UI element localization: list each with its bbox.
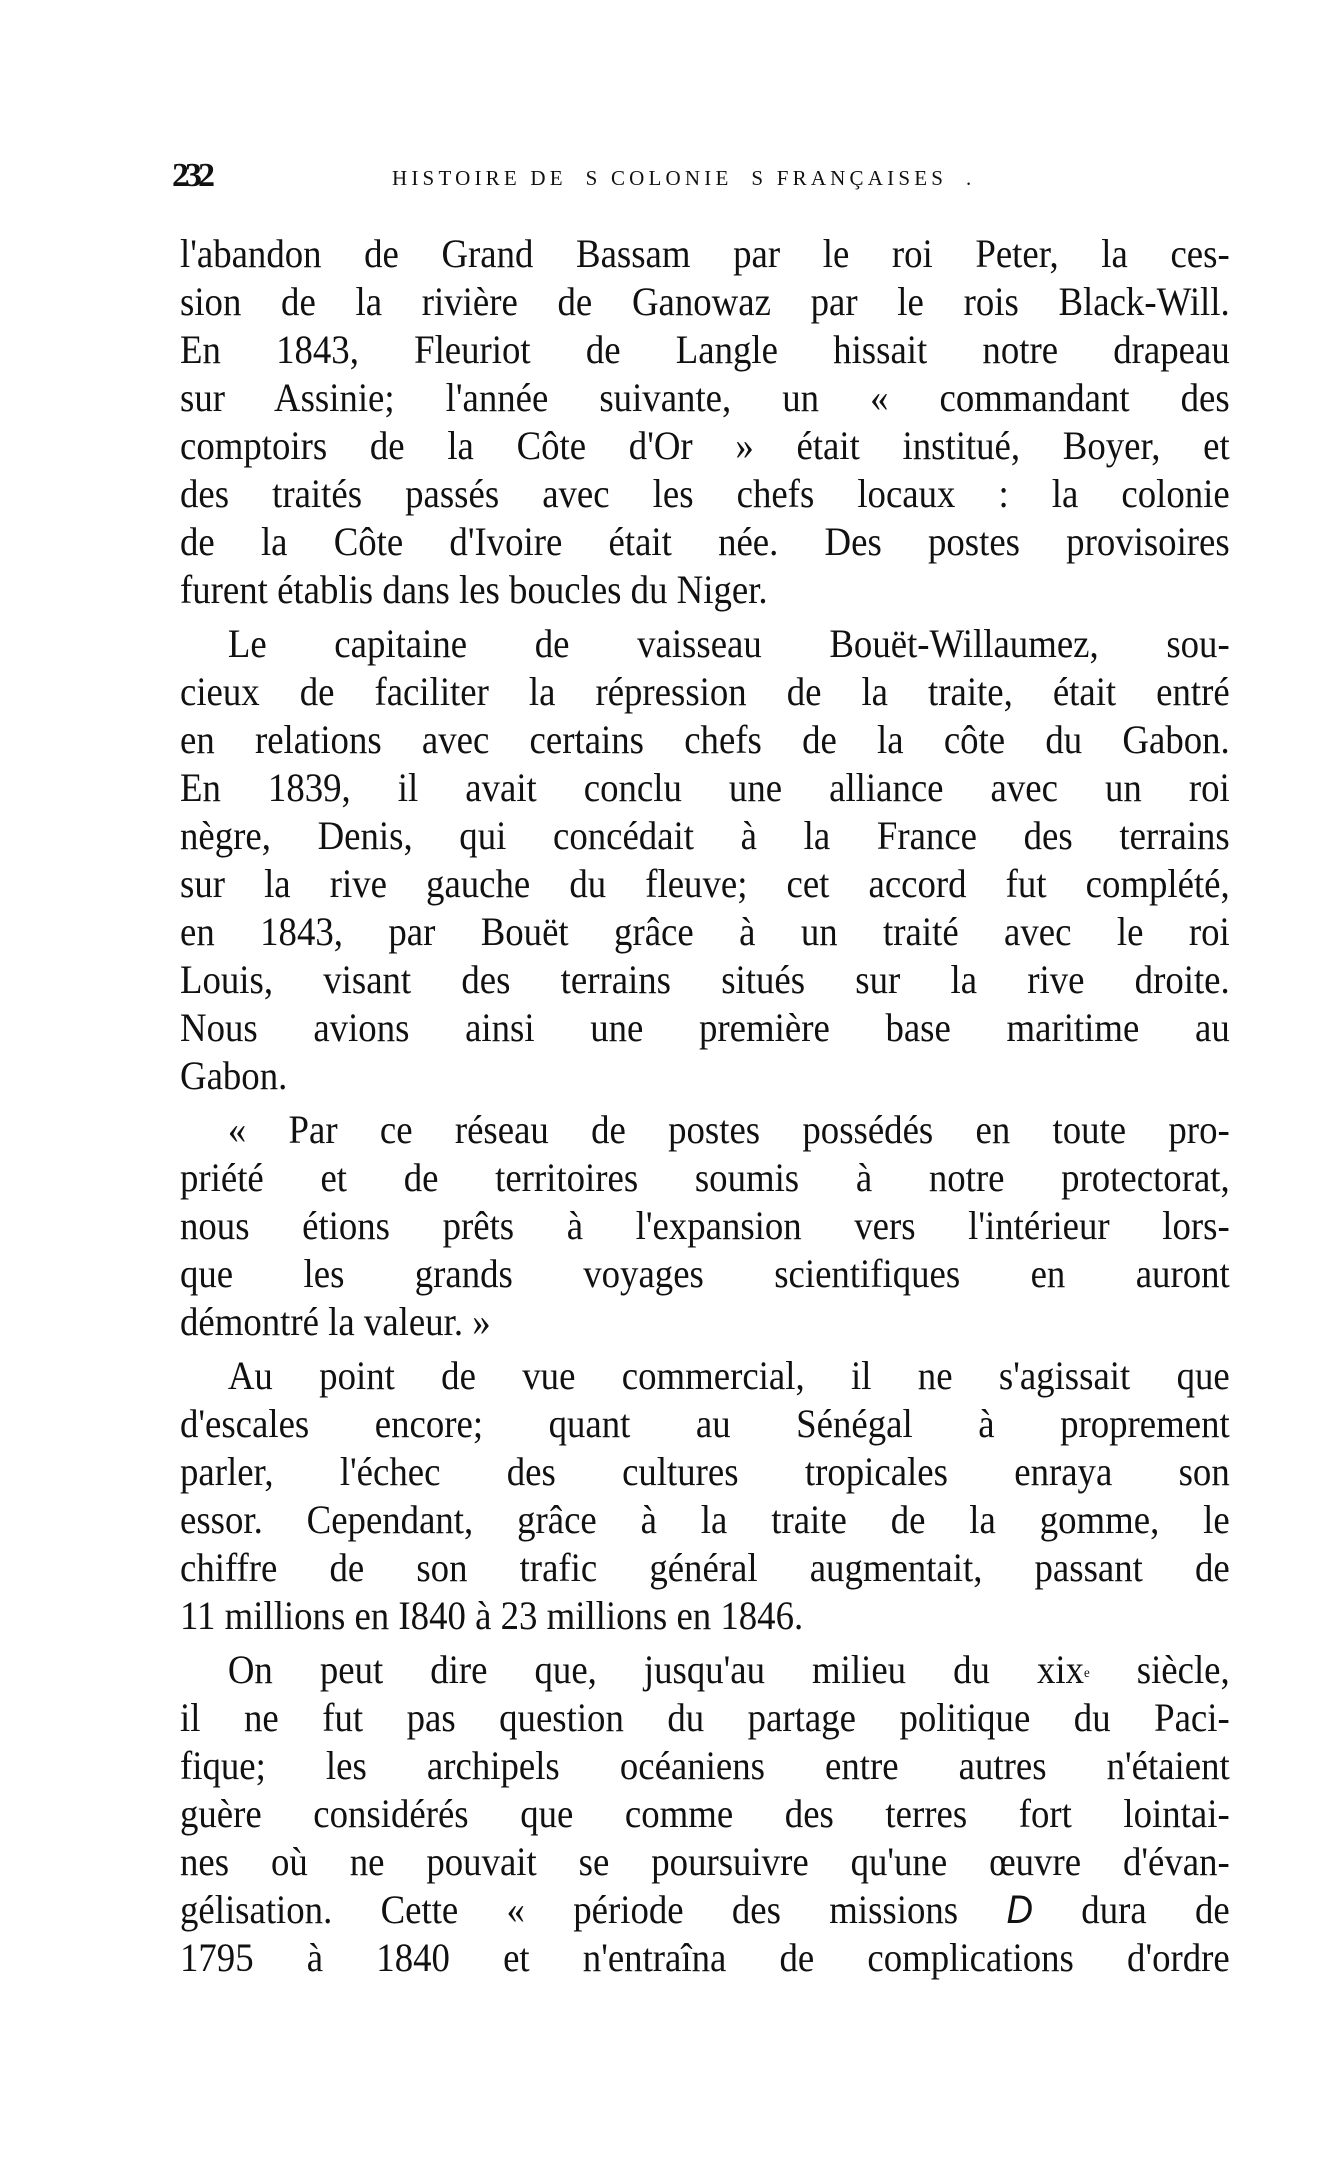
line-text: gélisation. Cette « période des missions: [180, 1887, 959, 1932]
text-line: guère considérés que comme des terres fort lointai-: [180, 1791, 1230, 1836]
line-text: dura de: [1032, 1887, 1230, 1932]
text-line: En 1839, il avait conclu une alliance avec un roi: [180, 765, 1230, 810]
text-line: l'abandon de Grand Bassam par le roi Peter, la ces-: [180, 231, 1230, 276]
text-line: de la Côte d'Ivoire était née. Des postes provisoires: [180, 519, 1230, 564]
page-number: 232: [172, 157, 211, 194]
text-line: Louis, visant des terrains situés sur la rive droite.: [180, 957, 1230, 1002]
text-line: chiffre de son trafic général augmentait, passant de: [180, 1545, 1230, 1590]
line-text: On peut dire que, jusqu'au milieu du xix: [227, 1647, 1084, 1692]
text-line: d'escales encore; quant au Sénégal à proprement: [180, 1401, 1230, 1446]
text-line: Le capitaine de vaisseau Bouët-Willaumez, sou-: [227, 621, 1230, 666]
paragraph: [180, 1106, 1230, 1346]
text-line: en relations avec certains chefs de la côte du Gabon.: [180, 717, 1230, 762]
paragraph: [180, 1646, 1230, 1982]
text-line: parler, l'échec des cultures tropicales enraya son: [180, 1449, 1230, 1494]
page-header: [172, 156, 1232, 196]
text-line: nes où ne pouvait se poursuivre qu'une œuvre d'évan-: [180, 1839, 1230, 1884]
text-line: il ne fut pas question du partage politique du Paci-: [180, 1695, 1230, 1740]
text-line: cieux de faciliter la répression de la traite, était entré: [180, 669, 1230, 714]
text-line: nous étions prêts à l'expansion vers l'intérieur lors-: [180, 1203, 1230, 1248]
text-line: Au point de vue commercial, il ne s'agissait que: [227, 1353, 1230, 1398]
text-line: des traités passés avec les chefs locaux : la colonie: [180, 471, 1230, 516]
text-line: comptoirs de la Côte d'Or » était institué, Boyer, et: [180, 423, 1230, 468]
paragraph: [180, 1352, 1230, 1640]
text-line: [180, 1646, 1230, 1694]
text-line: essor. Cependant, grâce à la traite de la gomme, le: [180, 1497, 1230, 1542]
text-line: sur la rive gauche du fleuve; cet accord fut complété,: [180, 861, 1230, 906]
text-line: 1795 à 1840 et n'entraîna de complications d'ordre: [180, 1935, 1230, 1980]
text-line: nègre, Denis, qui concédait à la France des terrains: [180, 813, 1230, 858]
paragraph: [180, 620, 1230, 1100]
text-line: En 1843, Fleuriot de Langle hissait notre drapeau: [180, 327, 1230, 372]
italic-letter: D: [1006, 1888, 1033, 1932]
superscript: e: [1083, 1666, 1090, 1681]
text-line: Gabon.: [180, 1053, 288, 1098]
text-line: que les grands voyages scientifiques en auront: [180, 1251, 1230, 1296]
text-line: « Par ce réseau de postes possédés en toute pro-: [227, 1107, 1230, 1152]
text-line: priété et de territoires soumis à notre protectorat,: [180, 1155, 1230, 1200]
text-line: sion de la rivière de Ganowaz par le rois Black-Will.: [180, 279, 1230, 324]
paragraph: [180, 230, 1230, 614]
text-line: sur Assinie; l'année suivante, un « commandant des: [180, 375, 1230, 420]
text-line: [180, 1886, 1230, 1934]
text-line: furent établis dans les boucles du Niger.: [180, 567, 768, 612]
body-text: [180, 230, 1230, 1982]
text-line: en 1843, par Bouët grâce à un traité avec le roi: [180, 909, 1230, 954]
text-line: fique; les archipels océaniens entre autres n'étaient: [180, 1743, 1230, 1788]
running-head: HISTOIRE DE S COLONIE S FRANÇAISES .: [392, 166, 976, 190]
text-line: démontré la valeur. »: [180, 1299, 491, 1344]
text-line: Nous avions ainsi une première base maritime au: [180, 1005, 1230, 1050]
text-line: 11 millions en I840 à 23 millions en 1846.: [180, 1593, 804, 1638]
line-text: siècle,: [1089, 1647, 1230, 1692]
